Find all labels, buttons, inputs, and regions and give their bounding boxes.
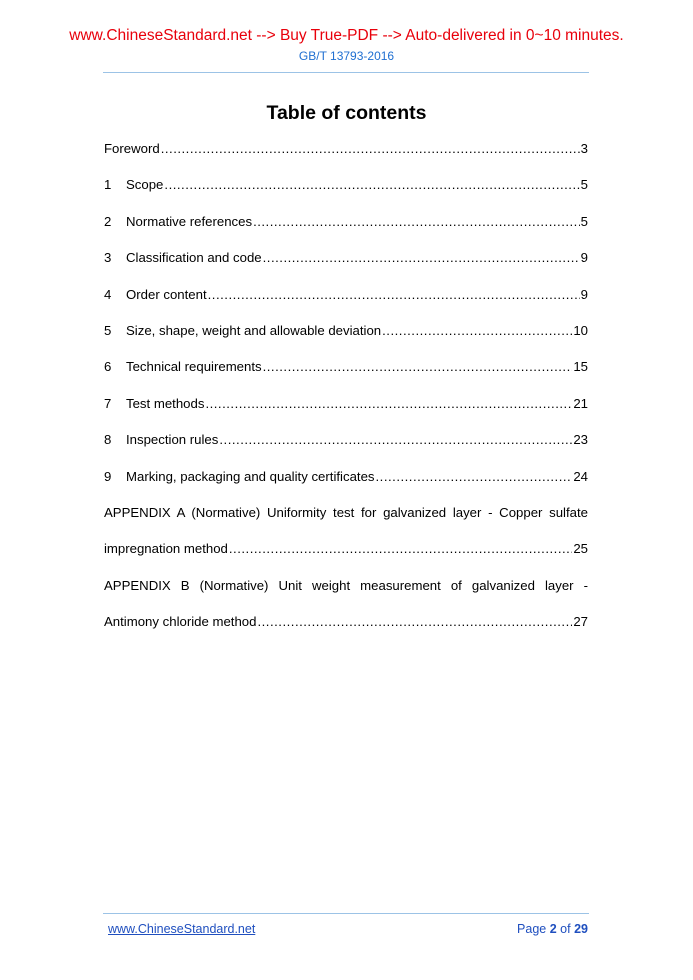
toc-entry-number: 9: [104, 468, 112, 484]
toc-entry-technical-requirements[interactable]: [104, 358, 588, 394]
toc-entry-title: Foreword: [104, 141, 160, 156]
dot-leader: [229, 540, 572, 558]
footer-website-link[interactable]: www.ChineseStandard.net: [108, 922, 256, 936]
page-number: [517, 922, 588, 936]
toc-entry-normative-references[interactable]: [104, 213, 588, 249]
toc-entry-title: Marking, packaging and quality certificates: [126, 468, 375, 484]
toc-entry-title: Classification and code: [126, 250, 262, 266]
toc-entry-number: 6: [104, 359, 112, 375]
dot-leader: [164, 176, 579, 194]
toc-entry-size-shape-weight[interactable]: [104, 322, 588, 358]
toc-entry-page: 9: [580, 286, 588, 302]
toc-entry-page: 5: [580, 177, 588, 193]
dot-leader: [376, 468, 573, 486]
footer-divider: [103, 913, 589, 914]
page-of: of: [560, 922, 571, 936]
toc-entry-number: 2: [104, 213, 112, 229]
toc-entry-title: Test methods: [126, 395, 205, 411]
page-total: 29: [574, 922, 588, 936]
header-divider: [103, 72, 589, 73]
toc-entry-number: 7: [104, 395, 112, 411]
page-current: 2: [549, 922, 557, 936]
toc-entry-appendix-a-line2[interactable]: [104, 540, 588, 576]
toc-entry-page: 27: [573, 614, 588, 630]
dot-leader: [257, 613, 572, 631]
dot-leader: [263, 249, 580, 267]
toc-entry-scope[interactable]: [104, 176, 588, 212]
toc-entry-title: Technical requirements: [126, 359, 262, 375]
toc-entry-page: 24: [573, 468, 588, 484]
toc-entry-page: 15: [573, 359, 588, 375]
dot-leader: [219, 431, 572, 449]
toc-entry-page: 10: [573, 322, 588, 338]
toc-entry-title: Antimony chloride method: [104, 614, 257, 630]
toc-entry-number: 5: [104, 322, 112, 338]
dot-leader: [161, 140, 580, 158]
toc-entry-title: APPENDIX B (Normative) Unit weight measurement of galvanized layer -: [104, 577, 588, 593]
toc-entry-order-content[interactable]: [104, 286, 588, 322]
toc-entry-appendix-b-line2[interactable]: [104, 613, 588, 649]
toc-entry-number: 4: [104, 286, 112, 302]
toc-entry-page: 21: [573, 395, 588, 411]
toc-entry-title: APPENDIX A (Normative) Uniformity test for galvanized layer - Copper sulfate: [104, 504, 588, 520]
toc-entry-appendix-a-line1[interactable]: [104, 504, 588, 540]
dot-leader: [208, 286, 580, 304]
toc-entry-number: 3: [104, 250, 112, 266]
toc-entry-number: 1: [104, 177, 112, 193]
toc-entry-title: Scope: [126, 177, 164, 193]
promo-banner[interactable]: www.ChineseStandard.net --> Buy True-PDF --> Auto-delivered in 0~10 minutes.: [69, 27, 624, 44]
page-title: Table of contents: [266, 102, 427, 124]
toc-entry-number: 8: [104, 432, 112, 448]
standard-code: GB/T 13793-2016: [298, 49, 395, 63]
toc-entry-title: Inspection rules: [126, 432, 219, 448]
toc-entry-page: 3: [580, 141, 588, 156]
toc-entry-foreword[interactable]: [104, 140, 588, 176]
toc-entry-page: 9: [580, 250, 588, 266]
page-label: Page: [517, 922, 547, 936]
dot-leader: [253, 213, 580, 231]
toc-entry-appendix-b-line1[interactable]: [104, 577, 588, 613]
dot-leader: [205, 395, 572, 413]
toc-entry-page: 23: [573, 432, 588, 448]
toc-entry-title: impregnation method: [104, 541, 228, 557]
toc-entry-page: 25: [573, 541, 588, 557]
toc-entry-title: Normative references: [126, 213, 253, 229]
toc-entry-inspection-rules[interactable]: [104, 431, 588, 467]
toc-entry-test-methods[interactable]: [104, 395, 588, 431]
dot-leader: [382, 322, 572, 340]
toc-entry-marking-packaging[interactable]: [104, 468, 588, 504]
table-of-contents: [104, 140, 588, 649]
toc-entry-page: 5: [580, 213, 588, 229]
toc-entry-classification[interactable]: [104, 249, 588, 285]
toc-entry-title: Order content: [126, 286, 207, 302]
toc-entry-title: Size, shape, weight and allowable deviation: [126, 322, 382, 338]
dot-leader: [263, 358, 573, 376]
